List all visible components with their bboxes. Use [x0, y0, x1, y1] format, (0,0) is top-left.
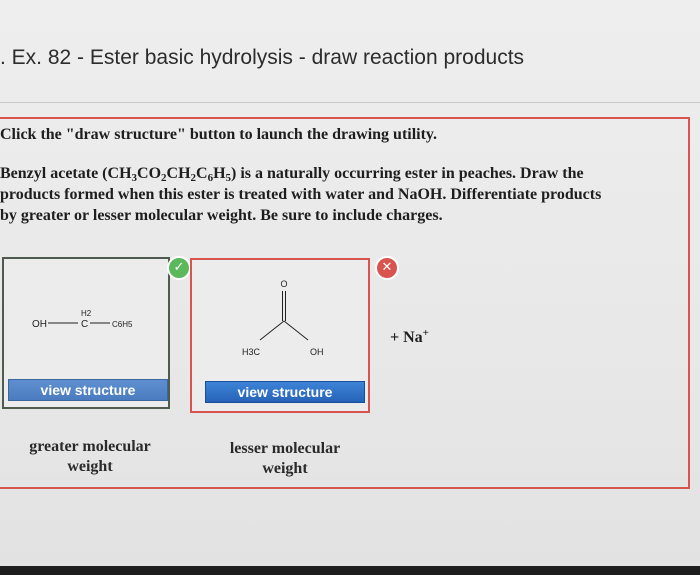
h2-label: H2: [81, 309, 92, 318]
title-divider: [0, 102, 700, 103]
question-line-1: Benzyl acetate $(CH_3CO_2CH_2C_6H_5)$ is a naturally occurring ester in peaches. Draw the: [0, 165, 584, 184]
c6h5-label: C6H5: [112, 320, 133, 329]
lesser-molecular-weight-label: lesser molecular weight: [229, 440, 341, 477]
acetate-structure: [192, 260, 368, 370]
question-line-2: products formed when this ester is treated with water and NaOH. Differentiate products: [0, 186, 602, 203]
oh-label: OH: [310, 347, 324, 357]
h3c-label: H3C: [242, 347, 261, 357]
question-line-3: by greater or lesser molecular weight. Be sure to include charges.: [0, 207, 443, 224]
x-icon: ✕: [375, 256, 399, 280]
screen-bezel: [0, 566, 700, 575]
bond-line: [284, 321, 308, 340]
oh-label: OH: [32, 319, 47, 330]
instruction-text: Click the "draw structure" button to launch the drawing utility.: [0, 126, 438, 143]
carbon-label: C: [81, 319, 89, 330]
sodium-ion-label: + Na+: [390, 327, 429, 346]
check-icon: ✓: [167, 256, 191, 280]
benzyl-alcohol-structure: [4, 259, 168, 359]
page-title: . Ex. 82 - Ester basic hydrolysis - draw reaction products: [0, 46, 525, 69]
view-structure-button-lesser[interactable]: view structure: [205, 381, 365, 403]
question-text: [0, 163, 684, 226]
greater-molecular-weight-label: greater molecular weight: [29, 438, 151, 475]
view-structure-button-greater[interactable]: view structure: [8, 379, 168, 401]
oxygen-label: O: [280, 279, 288, 289]
bond-line: [260, 321, 284, 340]
